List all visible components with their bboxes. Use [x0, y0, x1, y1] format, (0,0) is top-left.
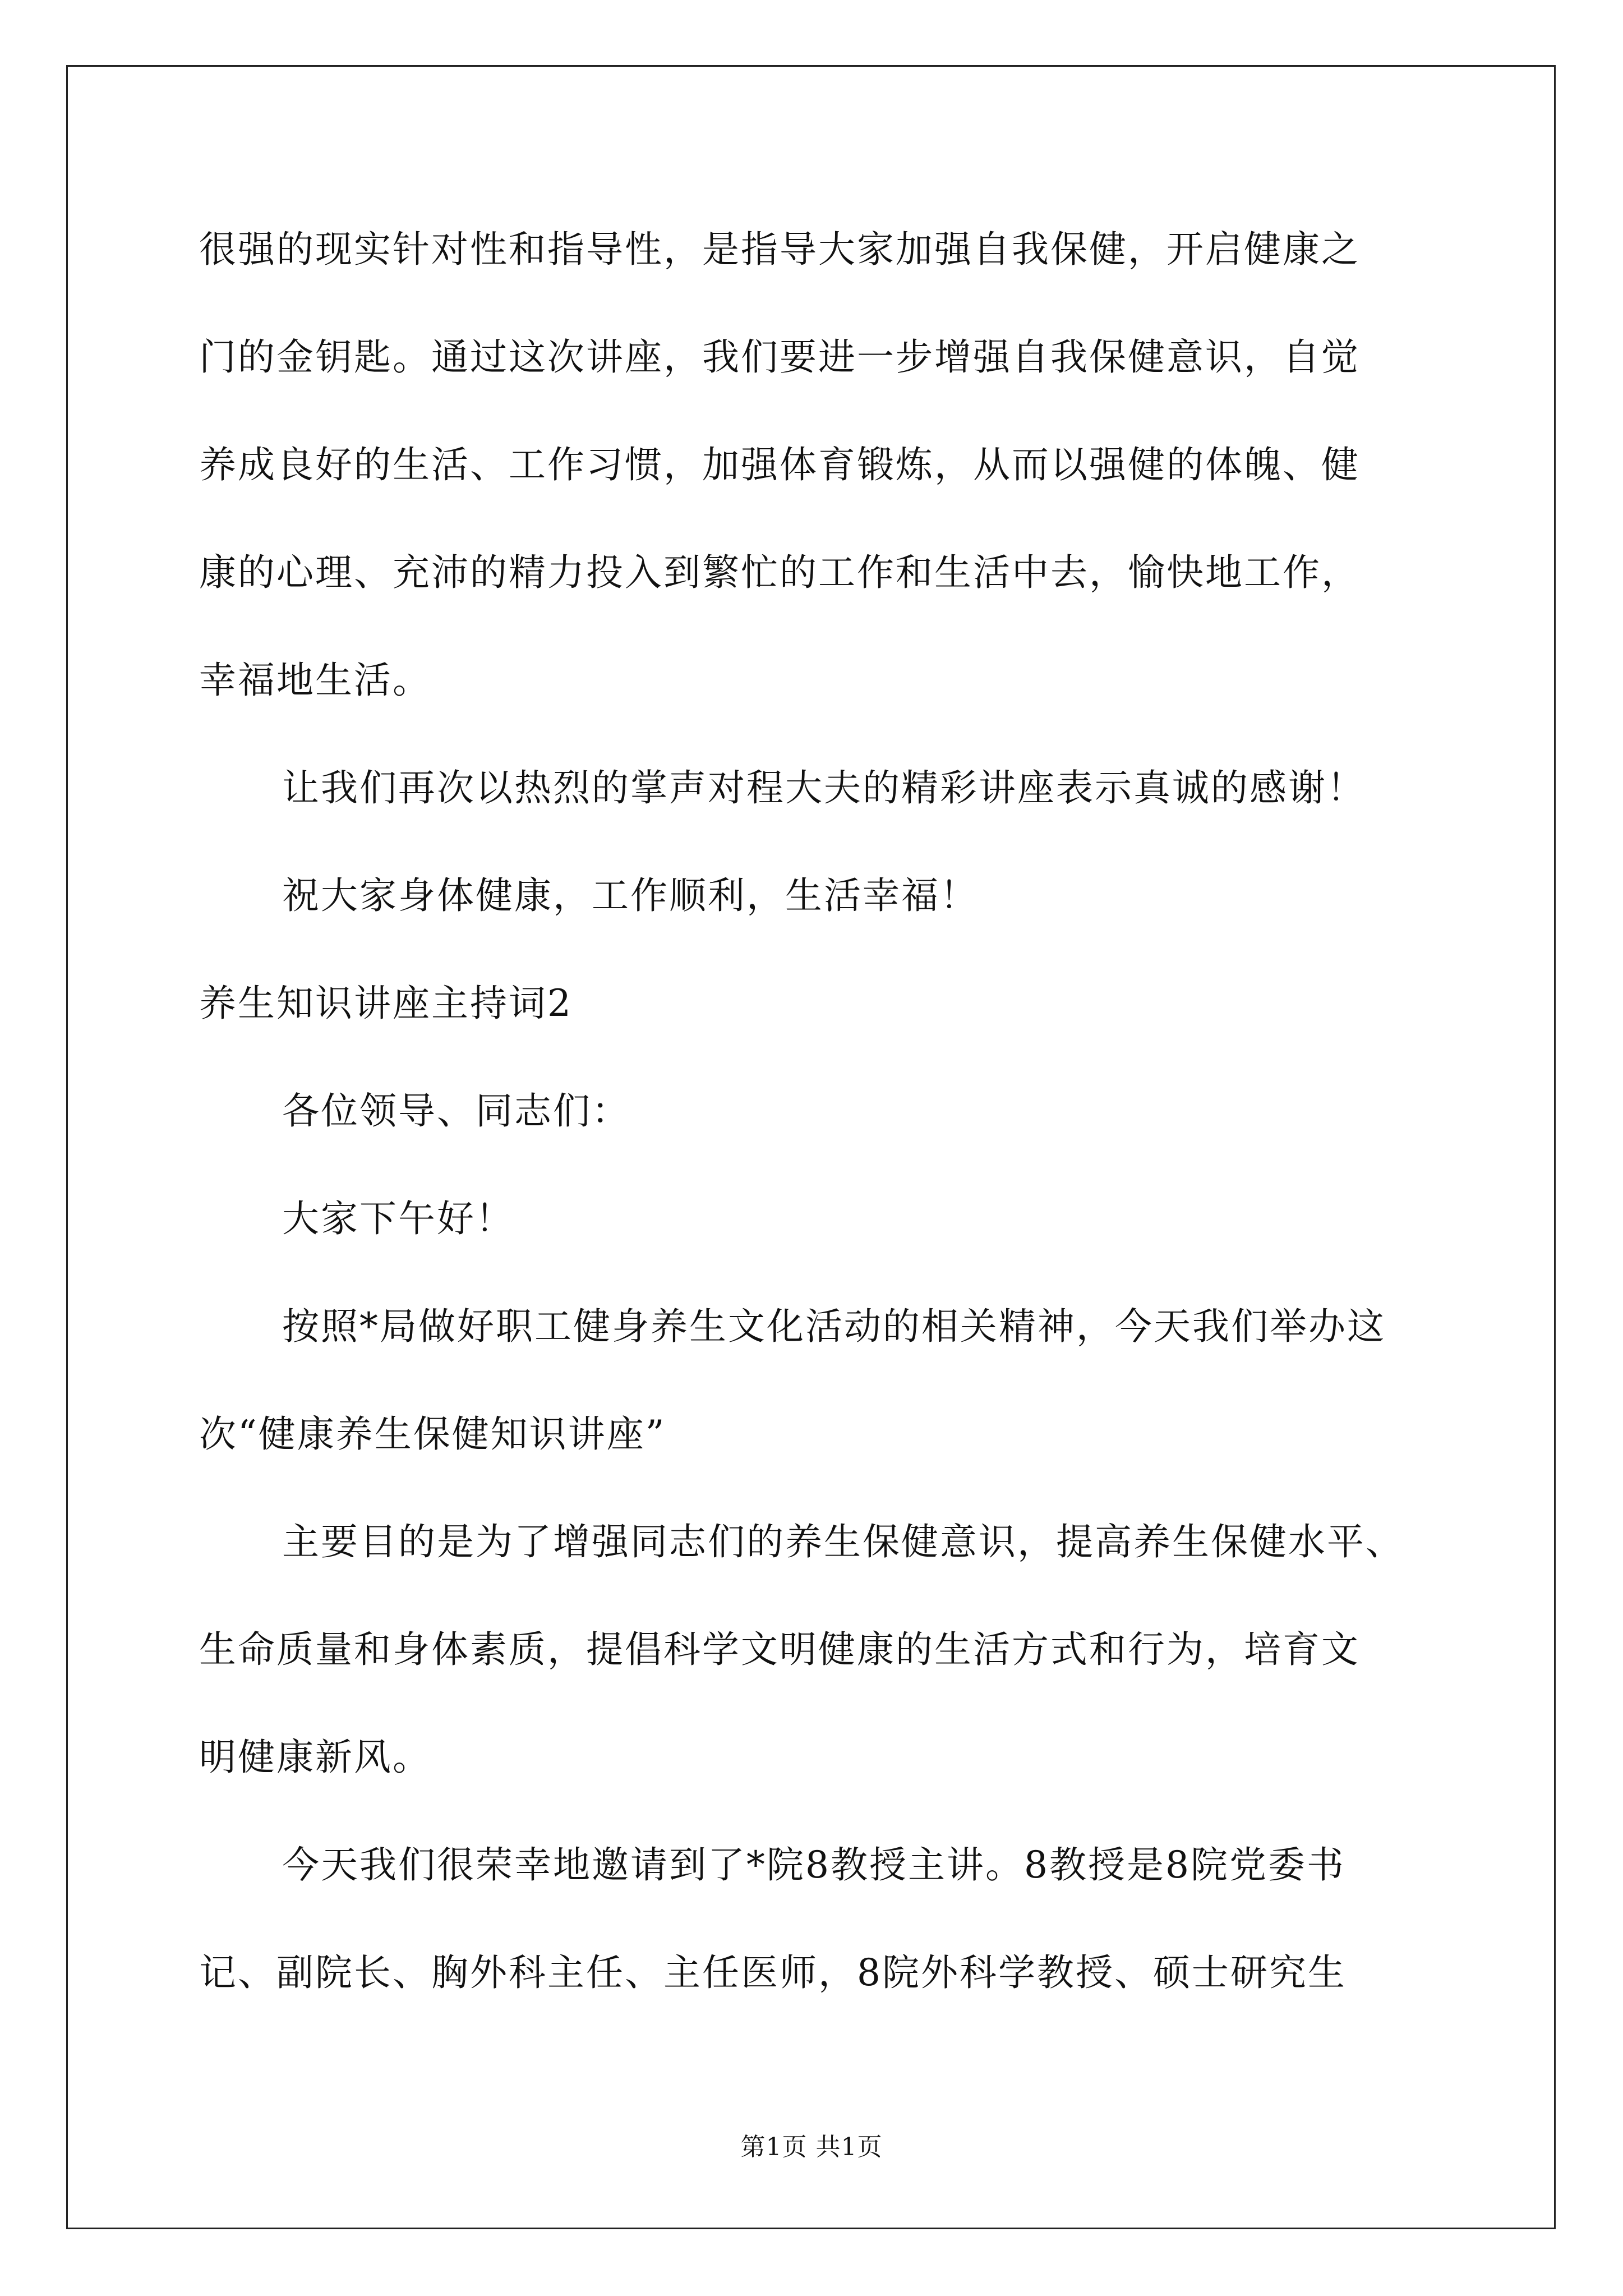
text-line: 祝大家身体健康，工作顺利，生活幸福！ [282, 874, 979, 917]
text-line: 大家下午好！ [282, 1197, 514, 1240]
text-line: 按照*局做好职工健身养生文化活动的相关精神，今天我们举办这 [282, 1305, 1386, 1348]
text-line: 养成良好的生活、工作习惯，加强体育锻炼，从而以强健的体魄、健 [199, 443, 1360, 486]
text-line: 门的金钥匙。通过这次讲座，我们要进一步增强自我保健意识，自觉 [199, 335, 1360, 379]
text-line: 记、副院长、胸外科主任、主任医师，8院外科学教授、硕士研究生 [199, 1951, 1347, 1994]
text-line: 各位领导、同志们： [282, 1089, 630, 1133]
page-border [66, 65, 1556, 2229]
text-line: 很强的现实针对性和指导性，是指导大家加强自我保健，开启健康之 [199, 228, 1360, 271]
page-footer: 第1页 共1页 [740, 2133, 883, 2161]
text-line: 次“健康养生保健知识讲座” [199, 1412, 666, 1456]
text-line: 今天我们很荣幸地邀请到了*院8教授主讲。8教授是8院党委书 [282, 1843, 1345, 1887]
section-heading: 养生知识讲座主持词2 [199, 982, 573, 1025]
text-line: 主要目的是为了增强同志们的养生保健意识，提高养生保健水平、 [282, 1520, 1404, 1563]
text-line: 明健康新风。 [199, 1736, 431, 1779]
text-line: 康的心理、充沛的精力投入到繁忙的工作和生活中去，愉快地工作， [199, 551, 1360, 594]
text-line: 生命质量和身体素质，提倡科学文明健康的生活方式和行为，培育文 [199, 1628, 1360, 1671]
text-line: 让我们再次以热烈的掌声对程大夫的精彩讲座表示真诚的感谢！ [282, 766, 1366, 809]
text-line: 幸福地生活。 [199, 659, 431, 702]
